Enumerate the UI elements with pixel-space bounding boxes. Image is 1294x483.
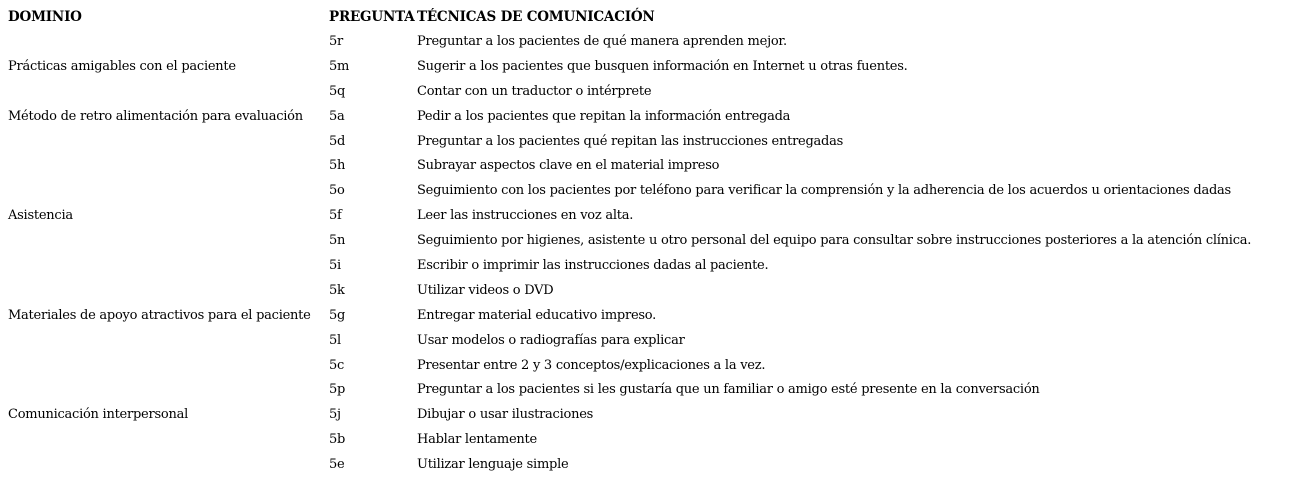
question-cell: 5k: [329, 282, 345, 298]
technique-cell: Dibujar o usar ilustraciones: [417, 407, 594, 423]
question-cell: 5m: [329, 58, 350, 74]
table-row: [0, 156, 1294, 181]
question-cell: 5b: [329, 432, 346, 448]
question-cell: 5j: [329, 407, 341, 423]
table-row: [0, 306, 1294, 331]
question-cell: 5r: [329, 34, 343, 49]
table-row: [0, 405, 1294, 430]
question-cell: 5f: [329, 208, 342, 224]
table-row: [0, 132, 1294, 157]
domain-cell: Prácticas amigables con el paciente: [8, 58, 236, 74]
technique-cell: Subrayar aspectos clave en el material impreso: [417, 158, 720, 174]
technique-cell: Seguimiento con los pacientes por teléfono para verificar la comprensión y la adherencia de los acuerdos u orientaciones dadas: [417, 183, 1231, 199]
table-row: [0, 32, 1294, 57]
table-row: [0, 256, 1294, 281]
technique-cell: Hablar lentamente: [417, 432, 537, 448]
technique-cell: Presentar entre 2 y 3 conceptos/explicaciones a la vez.: [417, 357, 766, 373]
technique-cell: Leer las instrucciones en voz alta.: [417, 208, 634, 224]
technique-cell: Sugerir a los pacientes que busquen información en Internet u otras fuentes.: [417, 58, 908, 74]
technique-cell: Utilizar videos o DVD: [417, 282, 554, 298]
technique-cell: Entregar material educativo impreso.: [417, 307, 657, 323]
table-row: [0, 231, 1294, 256]
question-cell: 5c: [329, 357, 345, 373]
header-technique: TÉCNICAS DE COMUNICACIÓN: [417, 9, 655, 25]
table-row: [0, 206, 1294, 231]
table-row: [0, 356, 1294, 381]
technique-cell: Seguimiento por higienes, asistente u otro personal del equipo para consultar sobre instrucciones posteriores a la atención clínica.: [417, 233, 1252, 249]
header-question: PREGUNTA: [329, 9, 415, 25]
question-cell: 5q: [329, 83, 346, 99]
technique-cell: Usar modelos o radiografías para explicar: [417, 332, 685, 348]
question-cell: 5d: [329, 133, 346, 149]
technique-cell: Pedir a los pacientes que repitan la información entregada: [417, 108, 791, 124]
question-cell: 5n: [329, 233, 346, 249]
domain-cell: Comunicación interpersonal: [8, 407, 188, 423]
table-row: [0, 107, 1294, 132]
question-cell: 5h: [329, 158, 346, 174]
table-row: [0, 455, 1294, 480]
technique-cell: Preguntar a los pacientes qué repitan las instrucciones entregadas: [417, 133, 844, 149]
question-cell: 5e: [329, 457, 345, 473]
question-cell: 5p: [329, 382, 346, 398]
technique-cell: Utilizar lenguaje simple: [417, 457, 569, 473]
technique-cell: Escribir o imprimir las instrucciones dadas al paciente.: [417, 258, 769, 274]
table-row: [0, 181, 1294, 206]
table-row: [0, 380, 1294, 405]
domain-cell: Materiales de apoyo atractivos para el paciente: [8, 307, 311, 323]
table-row: [0, 331, 1294, 356]
table-row: [0, 57, 1294, 82]
table-row: [0, 281, 1294, 306]
domain-cell: Método de retro alimentación para evaluación: [8, 108, 303, 124]
domain-cell: Asistencia: [8, 208, 73, 224]
question-cell: 5o: [329, 183, 345, 199]
table-row: [0, 82, 1294, 107]
table-row: [0, 430, 1294, 455]
technique-cell: Preguntar a los pacientes de qué manera aprenden mejor.: [417, 34, 787, 49]
question-cell: 5i: [329, 258, 341, 274]
table-body: [0, 32, 1294, 480]
question-cell: 5g: [329, 307, 346, 323]
question-cell: 5a: [329, 108, 345, 124]
technique-cell: Contar con un traductor o intérprete: [417, 83, 652, 99]
technique-cell: Preguntar a los pacientes si les gustaría que un familiar o amigo esté presente en la conversación: [417, 382, 1040, 398]
header-domain: DOMINIO: [8, 9, 82, 25]
table-header-row: [0, 0, 1294, 32]
question-cell: 5l: [329, 332, 341, 348]
